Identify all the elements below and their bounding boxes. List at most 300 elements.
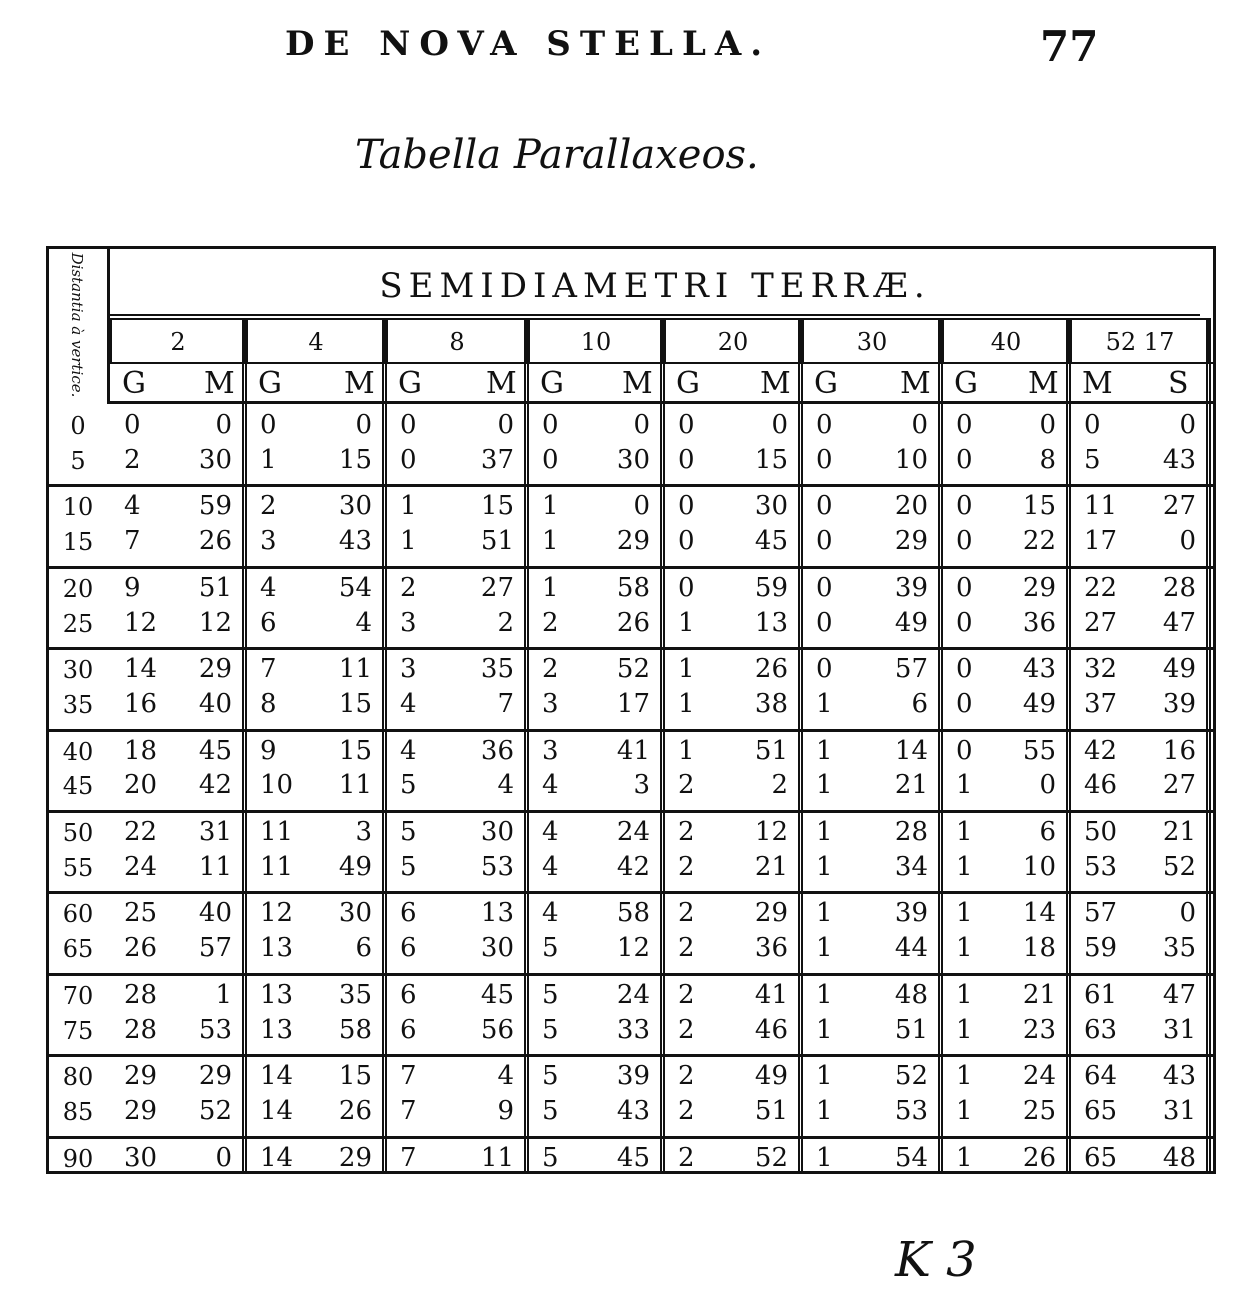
- table-cell-minutes: 26: [198, 526, 232, 557]
- table-cell-minutes: 0: [633, 410, 650, 440]
- table-cell-minutes: 53: [198, 1014, 232, 1045]
- table-cell-minutes: 58: [338, 1014, 372, 1045]
- table-cell-minutes: 49: [1162, 654, 1196, 685]
- table-cell-minutes: 27: [480, 572, 514, 603]
- table-cell-minutes: 10: [894, 444, 928, 475]
- table-cell-degrees: 1: [956, 1095, 973, 1126]
- table-cell-minutes: 1: [215, 979, 232, 1010]
- table-cell-minutes: 2: [771, 770, 788, 801]
- table-cell-minutes: 57: [894, 654, 928, 685]
- table-cell-minutes: 24: [616, 979, 650, 1010]
- column-divider: [524, 318, 529, 1174]
- table-cell-minutes: 30: [338, 491, 372, 522]
- table-cell-degrees: 0: [816, 410, 833, 440]
- table-cell-degrees: 22: [124, 817, 158, 847]
- table-cell-degrees: 7: [400, 1142, 417, 1173]
- table-cell-degrees: 2: [678, 898, 695, 929]
- table-cell-degrees: 1: [400, 491, 417, 522]
- table-cell-degrees: 6: [400, 898, 417, 929]
- table-cell-degrees: 27: [1084, 607, 1118, 638]
- table-cell-minutes: 7: [497, 688, 514, 719]
- table-cell-minutes: 2: [497, 607, 514, 638]
- table-cell-degrees: 42: [1084, 735, 1118, 766]
- table-cell-minutes: 30: [754, 491, 788, 522]
- table-cell-degrees: 6: [260, 607, 277, 638]
- table-cell-degrees: 0: [1084, 410, 1101, 440]
- table-cell-minutes: 44: [894, 933, 928, 964]
- table-cell-minutes: 49: [338, 851, 372, 882]
- table-cell-degrees: 1: [956, 979, 973, 1010]
- table-cell-degrees: 1: [816, 1142, 833, 1173]
- table-cell-minutes: 21: [894, 770, 928, 801]
- row-argument: 55: [62, 853, 94, 882]
- table-cell-minutes: 47: [1162, 607, 1196, 638]
- table-cell-minutes: 12: [754, 817, 788, 847]
- table-cell-minutes: 13: [480, 898, 514, 929]
- table-cell-minutes: 51: [754, 735, 788, 766]
- table-cell-degrees: 25: [124, 898, 158, 929]
- table-cell-minutes: 15: [338, 444, 372, 475]
- table-cell-minutes: 20: [894, 491, 928, 522]
- table-cell-degrees: 26: [124, 933, 158, 964]
- column-subhead-6-0: G: [954, 366, 978, 401]
- table-cell-minutes: 42: [616, 851, 650, 882]
- table-cell-minutes: 39: [894, 898, 928, 929]
- table-cell-degrees: 1: [542, 572, 559, 603]
- table-cell-minutes: 59: [754, 572, 788, 603]
- table-cell-degrees: 4: [400, 688, 417, 719]
- row-argument: 35: [62, 690, 94, 719]
- table-cell-minutes: 22: [1022, 526, 1056, 557]
- table-cell-minutes: 45: [480, 979, 514, 1010]
- table-cell-degrees: 6: [400, 979, 417, 1010]
- table-cell-degrees: 1: [816, 898, 833, 929]
- table-cell-minutes: 29: [616, 526, 650, 557]
- table-cell-minutes: 0: [633, 491, 650, 522]
- table-cell-minutes: 12: [198, 607, 232, 638]
- page-number: 77: [1040, 22, 1099, 71]
- table-cell-minutes: 36: [1022, 607, 1056, 638]
- table-cell-degrees: 0: [260, 410, 277, 440]
- table-cell-minutes: 52: [894, 1061, 928, 1092]
- table-cell-minutes: 40: [198, 688, 232, 719]
- table-cell-minutes: 28: [1162, 572, 1196, 603]
- table-cell-minutes: 14: [1022, 898, 1056, 929]
- table-cell-degrees: 14: [260, 1095, 294, 1126]
- table-cell-minutes: 36: [754, 933, 788, 964]
- table-cell-degrees: 0: [400, 444, 417, 475]
- table-cell-degrees: 11: [1084, 491, 1118, 522]
- table-cell-degrees: 0: [956, 735, 973, 766]
- table-cell-degrees: 2: [678, 851, 695, 882]
- table-cell-degrees: 1: [816, 688, 833, 719]
- table-cell-degrees: 0: [816, 572, 833, 603]
- table-cell-degrees: 1: [678, 607, 695, 638]
- table-cell-minutes: 39: [1162, 688, 1196, 719]
- table-cell-minutes: 28: [894, 817, 928, 847]
- table-cell-minutes: 39: [894, 572, 928, 603]
- table-cell-degrees: 1: [816, 979, 833, 1010]
- table-cell-degrees: 5: [542, 933, 559, 964]
- row-argument: 50: [62, 819, 94, 847]
- table-cell-minutes: 8: [1039, 444, 1056, 475]
- row-argument: 30: [62, 656, 94, 685]
- table-cell-degrees: 2: [542, 607, 559, 638]
- row-divider: [46, 566, 1216, 569]
- table-cell-degrees: 13: [260, 1014, 294, 1045]
- table-cell-minutes: 33: [616, 1014, 650, 1045]
- table-cell-minutes: 29: [1022, 572, 1056, 603]
- table-cell-degrees: 11: [260, 851, 294, 882]
- table-cell-degrees: 0: [956, 444, 973, 475]
- table-cell-degrees: 1: [678, 688, 695, 719]
- table-cell-degrees: 11: [260, 817, 294, 847]
- table-cell-minutes: 35: [1162, 933, 1196, 964]
- table-cell-degrees: 1: [816, 817, 833, 847]
- table-cell-degrees: 1: [956, 817, 973, 847]
- table-cell-minutes: 23: [1022, 1014, 1056, 1045]
- table-cell-minutes: 58: [616, 572, 650, 603]
- row-argument: 0: [70, 412, 86, 440]
- table-cell-degrees: 64: [1084, 1061, 1118, 1092]
- table-cell-degrees: 1: [816, 1061, 833, 1092]
- table-cell-minutes: 0: [1039, 410, 1056, 440]
- table-cell-degrees: 4: [124, 491, 141, 522]
- table-cell-minutes: 53: [480, 851, 514, 882]
- table-cell-degrees: 32: [1084, 654, 1118, 685]
- table-cell-minutes: 30: [480, 933, 514, 964]
- table-cell-degrees: 29: [124, 1095, 158, 1126]
- table-cell-degrees: 14: [260, 1142, 294, 1173]
- row-argument: 45: [62, 772, 94, 801]
- column-subhead-7-0: M: [1082, 366, 1113, 401]
- row-divider: [46, 973, 1216, 976]
- table-cell-degrees: 0: [678, 491, 695, 522]
- table-cell-minutes: 29: [198, 654, 232, 685]
- table-cell-degrees: 0: [816, 444, 833, 475]
- row-argument: 20: [62, 574, 94, 603]
- table-cell-minutes: 51: [754, 1095, 788, 1126]
- table-cell-degrees: 53: [1084, 851, 1118, 882]
- table-cell-degrees: 37: [1084, 688, 1118, 719]
- table-cell-degrees: 0: [678, 526, 695, 557]
- row-argument: 70: [62, 981, 94, 1010]
- table-cell-minutes: 54: [894, 1142, 928, 1173]
- row-argument: 60: [62, 900, 94, 929]
- column-subhead-5-0: G: [814, 366, 838, 401]
- table-cell-degrees: 0: [956, 688, 973, 719]
- table-cell-degrees: 0: [956, 572, 973, 603]
- table-cell-minutes: 26: [338, 1095, 372, 1126]
- table-cell-minutes: 0: [355, 410, 372, 440]
- table-cell-degrees: 1: [816, 735, 833, 766]
- table-cell-degrees: 30: [124, 1142, 158, 1173]
- table-cell-minutes: 15: [338, 688, 372, 719]
- column-divider: [660, 318, 665, 1174]
- table-cell-minutes: 53: [894, 1095, 928, 1126]
- table-cell-minutes: 58: [616, 898, 650, 929]
- column-subhead-5-1: M: [900, 366, 931, 401]
- table-cell-degrees: 4: [542, 817, 559, 847]
- table-cell-degrees: 1: [816, 1095, 833, 1126]
- table-cell-degrees: 3: [260, 526, 277, 557]
- table-cell-minutes: 17: [616, 688, 650, 719]
- table-cell-degrees: 1: [816, 851, 833, 882]
- table-cell-degrees: 12: [124, 607, 158, 638]
- table-cell-degrees: 1: [678, 654, 695, 685]
- table-cell-degrees: 0: [816, 607, 833, 638]
- column-subhead-1-1: M: [344, 366, 375, 401]
- table-cell-degrees: 0: [816, 491, 833, 522]
- column-subhead-3-0: G: [540, 366, 564, 401]
- table-cell-degrees: 2: [260, 491, 277, 522]
- column-head-3: 10: [528, 318, 664, 362]
- table-cell-minutes: 16: [1162, 735, 1196, 766]
- table-cell-minutes: 29: [338, 1142, 372, 1173]
- table-cell-degrees: 5: [400, 770, 417, 801]
- table-cell-degrees: 7: [124, 526, 141, 557]
- table-cell-minutes: 55: [1022, 735, 1056, 766]
- table-cell-minutes: 14: [894, 735, 928, 766]
- table-cell-minutes: 0: [1179, 526, 1196, 557]
- table-cell-minutes: 26: [616, 607, 650, 638]
- column-head-7: 52 17: [1070, 318, 1210, 362]
- table-cell-degrees: 0: [542, 410, 559, 440]
- column-divider: [938, 318, 943, 1174]
- row-argument: 90: [62, 1144, 94, 1173]
- table-cell-degrees: 1: [816, 770, 833, 801]
- table-cell-minutes: 42: [198, 770, 232, 801]
- table-cell-degrees: 6: [400, 933, 417, 964]
- table-cell-degrees: 16: [124, 688, 158, 719]
- table-cell-minutes: 0: [215, 1142, 232, 1173]
- table-cell-degrees: 0: [678, 572, 695, 603]
- table-cell-degrees: 1: [956, 851, 973, 882]
- column-subhead-0-0: G: [122, 366, 146, 401]
- table-banner: SEMIDIAMETRI TERRÆ.: [110, 246, 1200, 316]
- table-cell-degrees: 0: [956, 526, 973, 557]
- table-cell-degrees: 14: [124, 654, 158, 685]
- table-cell-minutes: 43: [1162, 1061, 1196, 1092]
- table-cell-minutes: 0: [1179, 898, 1196, 929]
- table-cell-degrees: 1: [678, 735, 695, 766]
- table-cell-degrees: 7: [400, 1061, 417, 1092]
- table-cell-minutes: 21: [754, 851, 788, 882]
- table-cell-minutes: 26: [754, 654, 788, 685]
- table-cell-degrees: 3: [542, 688, 559, 719]
- table-cell-degrees: 5: [542, 1142, 559, 1173]
- table-cell-minutes: 6: [355, 933, 372, 964]
- table-cell-degrees: 24: [124, 851, 158, 882]
- table-cell-degrees: 63: [1084, 1014, 1118, 1045]
- row-argument: 85: [62, 1097, 94, 1126]
- table-cell-degrees: 12: [260, 898, 294, 929]
- table-cell-minutes: 49: [1022, 688, 1056, 719]
- table-cell-minutes: 11: [338, 654, 372, 685]
- table-cell-minutes: 37: [480, 444, 514, 475]
- table-cell-degrees: 17: [1084, 526, 1118, 557]
- table-cell-degrees: 5: [542, 1014, 559, 1045]
- table-cell-degrees: 0: [956, 607, 973, 638]
- table-cell-minutes: 0: [771, 410, 788, 440]
- table-cell-minutes: 10: [1022, 851, 1056, 882]
- table-cell-minutes: 15: [338, 735, 372, 766]
- table-cell-degrees: 2: [678, 1095, 695, 1126]
- table-cell-degrees: 4: [400, 735, 417, 766]
- table-cell-minutes: 49: [894, 607, 928, 638]
- row-argument: 10: [62, 493, 94, 522]
- table-cell-degrees: 3: [400, 654, 417, 685]
- table-cell-minutes: 15: [1022, 491, 1056, 522]
- table-title: Tabella Parallaxeos.: [355, 132, 759, 178]
- table-cell-minutes: 3: [355, 817, 372, 847]
- table-cell-minutes: 21: [1162, 817, 1196, 847]
- table-cell-minutes: 4: [497, 770, 514, 801]
- table-cell-degrees: 5: [400, 817, 417, 847]
- table-cell-minutes: 11: [480, 1142, 514, 1173]
- table-cell-minutes: 45: [616, 1142, 650, 1173]
- table-cell-minutes: 4: [355, 607, 372, 638]
- table-cell-degrees: 2: [542, 654, 559, 685]
- table-cell-degrees: 2: [678, 1142, 695, 1173]
- column-head-0: 2: [110, 318, 246, 362]
- row-divider: [46, 1136, 1216, 1139]
- table-cell-minutes: 26: [1022, 1142, 1056, 1173]
- column-subhead-7-1: S: [1168, 366, 1189, 401]
- table-cell-degrees: 6: [400, 1014, 417, 1045]
- table-cell-minutes: 31: [1162, 1095, 1196, 1126]
- column-subhead-2-0: G: [398, 366, 422, 401]
- table-cell-degrees: 57: [1084, 898, 1118, 929]
- table-cell-degrees: 14: [260, 1061, 294, 1092]
- table-cell-minutes: 35: [480, 654, 514, 685]
- row-divider: [46, 810, 1216, 813]
- table-cell-degrees: 1: [816, 933, 833, 964]
- column-subhead-2-1: M: [486, 366, 517, 401]
- table-cell-degrees: 65: [1084, 1142, 1118, 1173]
- signature-mark: K 3: [895, 1232, 977, 1288]
- table-cell-minutes: 48: [1162, 1142, 1196, 1173]
- table-cell-degrees: 0: [678, 410, 695, 440]
- table-cell-minutes: 34: [894, 851, 928, 882]
- table-cell-minutes: 15: [754, 444, 788, 475]
- table-cell-minutes: 4: [497, 1061, 514, 1092]
- table-cell-minutes: 51: [480, 526, 514, 557]
- row-argument: 75: [62, 1016, 94, 1045]
- row-divider: [46, 647, 1216, 650]
- table-cell-degrees: 1: [956, 770, 973, 801]
- table-cell-minutes: 11: [338, 770, 372, 801]
- table-cell-degrees: 2: [678, 1014, 695, 1045]
- table-cell-degrees: 1: [956, 1014, 973, 1045]
- table-cell-minutes: 6: [911, 688, 928, 719]
- table-cell-degrees: 59: [1084, 933, 1118, 964]
- table-cell-degrees: 2: [678, 979, 695, 1010]
- table-cell-degrees: 1: [542, 491, 559, 522]
- table-cell-minutes: 0: [911, 410, 928, 440]
- table-cell-minutes: 56: [480, 1014, 514, 1045]
- table-cell-degrees: 5: [542, 1061, 559, 1092]
- table-cell-degrees: 10: [260, 770, 294, 801]
- table-cell-minutes: 12: [616, 933, 650, 964]
- table-cell-degrees: 7: [400, 1095, 417, 1126]
- table-cell-minutes: 0: [1039, 770, 1056, 801]
- table-cell-degrees: 4: [260, 572, 277, 603]
- table-cell-minutes: 49: [754, 1061, 788, 1092]
- table-cell-minutes: 0: [215, 410, 232, 440]
- table-cell-degrees: 0: [956, 410, 973, 440]
- table-cell-minutes: 27: [1162, 770, 1196, 801]
- sidebar-label: Distantia à vertice.: [46, 246, 110, 404]
- table-cell-minutes: 52: [1162, 851, 1196, 882]
- table-cell-degrees: 0: [816, 654, 833, 685]
- table-cell-minutes: 35: [338, 979, 372, 1010]
- table-cell-minutes: 43: [338, 526, 372, 557]
- table-cell-degrees: 1: [542, 526, 559, 557]
- row-divider: [46, 1054, 1216, 1057]
- table-cell-degrees: 1: [816, 1014, 833, 1045]
- row-argument: 5: [70, 446, 86, 475]
- table-cell-degrees: 2: [678, 817, 695, 847]
- table-cell-degrees: 13: [260, 979, 294, 1010]
- table-cell-minutes: 46: [754, 1014, 788, 1045]
- table-cell-degrees: 22: [1084, 572, 1118, 603]
- table-cell-degrees: 5: [542, 979, 559, 1010]
- table-cell-minutes: 57: [198, 933, 232, 964]
- table-cell-minutes: 27: [1162, 491, 1196, 522]
- table-cell-degrees: 9: [260, 735, 277, 766]
- table-cell-degrees: 2: [678, 933, 695, 964]
- table-cell-degrees: 8: [260, 688, 277, 719]
- column-divider: [1206, 318, 1211, 1174]
- table-cell-minutes: 11: [198, 851, 232, 882]
- table-cell-minutes: 52: [754, 1142, 788, 1173]
- column-subhead-3-1: M: [622, 366, 653, 401]
- table-cell-minutes: 0: [497, 410, 514, 440]
- table-cell-minutes: 59: [198, 491, 232, 522]
- table-cell-minutes: 30: [338, 898, 372, 929]
- running-head: DE NOVA STELLA.: [285, 24, 772, 64]
- column-subhead-4-0: G: [676, 366, 700, 401]
- table-cell-degrees: 1: [400, 526, 417, 557]
- table-cell-degrees: 20: [124, 770, 158, 801]
- table-cell-minutes: 45: [754, 526, 788, 557]
- table-cell-minutes: 0: [1179, 410, 1196, 440]
- table-cell-minutes: 31: [198, 817, 232, 847]
- table-cell-minutes: 52: [198, 1095, 232, 1126]
- table-cell-degrees: 0: [956, 654, 973, 685]
- table-cell-minutes: 54: [338, 572, 372, 603]
- table-cell-degrees: 0: [816, 526, 833, 557]
- table-cell-minutes: 30: [616, 444, 650, 475]
- table-cell-degrees: 1: [956, 933, 973, 964]
- column-divider: [382, 318, 387, 1174]
- table-cell-minutes: 40: [198, 898, 232, 929]
- table-cell-degrees: 46: [1084, 770, 1118, 801]
- table-cell-degrees: 0: [956, 491, 973, 522]
- row-argument: 65: [62, 935, 94, 964]
- row-divider: [46, 891, 1216, 894]
- table-cell-degrees: 28: [124, 979, 158, 1010]
- row-argument: 15: [62, 528, 94, 557]
- table-cell-minutes: 43: [616, 1095, 650, 1126]
- table-cell-minutes: 30: [480, 817, 514, 847]
- table-cell-minutes: 43: [1162, 444, 1196, 475]
- table-cell-minutes: 30: [198, 444, 232, 475]
- table-cell-minutes: 36: [480, 735, 514, 766]
- table-cell-minutes: 45: [198, 735, 232, 766]
- column-head-2: 8: [386, 318, 528, 362]
